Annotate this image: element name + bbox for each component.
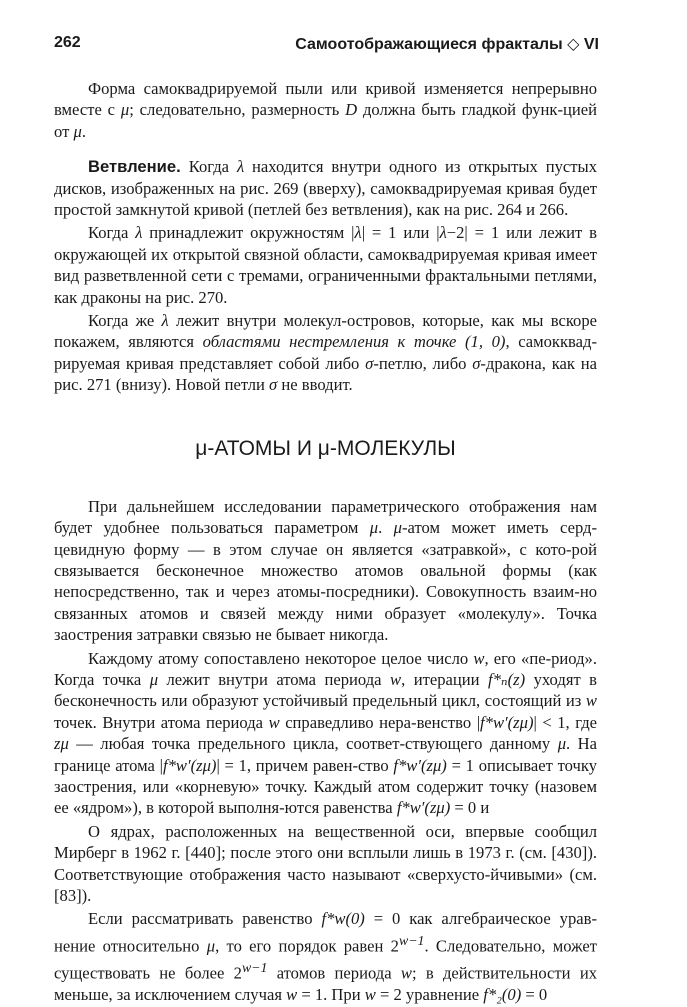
paragraph: Когда λ принадлежит окружностям |λ| = 1 или |λ−2| = 1 или лежит в окружающей их открытой связной области, самоквадрируемая кривая имеет вид разветвленной сети с тремами, ограниченными фрактальными петлями, как драконы на рис. 270.: [54, 223, 597, 307]
paragraph: При дальнейшем исследовании параметрического отображения нам будет удобнее пользоваться параметром μ. μ-атом может иметь серд-цевидную форму — в этом случае он является «затравкой», с кото-рой связывается бесконечное множество атомов овальной формы (как непосредственно, так и через атомы-посредники). Совокупность взаим-но связанных атомов и связей между ними образует «молекулу». Точка заострения затравки связью не бывает никогда.: [54, 496, 597, 645]
branching-lead: Ветвление.: [88, 157, 181, 177]
page-number: 262: [54, 34, 81, 51]
paragraph-branching: Ветвление. Когда λ находится внутри одного из открытых пустых дисков, изображенных на рис. 269 (вверху), самоквадрируемая кривая будет простой замкнутой кривой (петлей без ветвления), как на рис. 264 и 266.: [54, 157, 597, 220]
paragraph: Когда же λ лежит внутри молекул-островов, которые, как мы вскоре покажем, являются областями нестремления к точке (1, 0), самокквад-рируемая кривая представляет собой либо σ-петлю, либо σ-дракона, как на рис. 271 (внизу). Новой петли σ не вводит.: [54, 311, 598, 395]
paragraph: Если рассматривать равенство f*w(0) = 0 как алгебраическое урав-нение относительно μ, то его порядок равен $2^{w-1}$. Следовательно, может существовать не более $2^{w-1}$ атомов периода w; в действительности их меньше, за исключением случая w = 1. При w = 2 уравнение f*₂(0) = 0: [54, 909, 598, 1004]
section-heading: μ-АТОМЫ И μ-МОЛЕКУЛЫ: [195, 436, 456, 460]
paragraph: О ядрах, расположенных на вещественной оси, впервые сообщил Мирберг в 1962 г. [440]; после этого они всплыли лишь в 1973 г. (см. [430]). Соответствующие отображения часто называют «сверхусто-йчивыми» (см. [83]).: [54, 821, 597, 905]
body-text: [54, 78, 597, 1007]
running-title: Самоотображающиеся фракталы ◇ VI: [295, 36, 599, 53]
paragraph: Форма самоквадрируемой пыли или кривой изменяется непрерывно вместе с μ; следовательно, размерность D должна быть гладкой функ-цией от μ.: [54, 79, 597, 141]
paragraph: Каждому атому сопоставлено некоторое целое число w, его «пе-риод». Когда точка μ лежит внутри атома периода w, итерации f*ₙ(z) уходят в бесконечность или образуют устойчивый предельный цикл, состоящий из w точек. Внутри атома периода w справедливо нера-венство |f*w′(zμ)| < 1, где zμ — любая точка предельного цикла, соответ-ствующего данному μ. На границе атома |f*w′(zμ)| = 1, причем равен-ство f*w′(zμ) = 1 описывает точку заострения, или «корневую» точку. Каждый атом содержит точку (назовем ее «ядром»), в которой выполня-ются равенства f*w′(zμ) = 0 и: [54, 648, 598, 818]
